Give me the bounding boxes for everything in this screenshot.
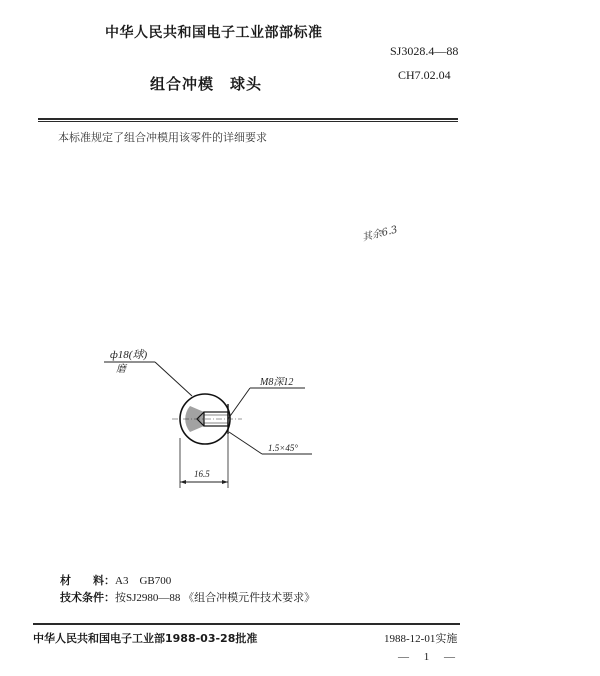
page-number: — 1 — [398,651,461,663]
scope-text: 本标准规定了组合冲模用该零件的详细要求 [58,131,267,144]
standard-number: SJ3028.4—88 [390,44,459,58]
part-subtitle: 球头 [230,75,263,93]
implementation-date: 1988-12-01实施 [384,633,458,645]
header-divider-bottom [38,121,458,122]
diameter-label: ф18(球) [110,349,148,361]
header-divider-top [38,118,458,120]
ball-head-drawing [100,340,360,500]
diameter-leader [155,362,192,396]
footer-divider [33,623,460,625]
part-title: 组合冲模 [150,75,215,93]
chamfer-label: 1.5×45° [268,443,298,453]
material-label: 材 料： [60,574,115,587]
dim-arrow-right [222,480,228,484]
chamfer-leader [229,432,262,454]
document-title [150,73,262,94]
approval-issuer: 中华人民共和国电子工业部1988-03-28批准 [33,632,258,645]
material-value: A3 GB700 [115,575,172,587]
surface-roughness-note: 其余6.3 [361,224,399,244]
standard-code: CH7.02.04 [398,68,451,82]
tech-requirement-value: 按SJ2980—88 《组合冲模元件技术要求》 [115,592,316,604]
diameter-note: 磨 [116,364,126,375]
tech-requirement-row [60,586,315,605]
dim-arrow-left [180,480,186,484]
length-label: 16.5 [194,469,210,479]
tech-requirement-label: 技术条件： [60,591,115,604]
thread-label: M8深12 [260,377,294,388]
ministry-standard-title: 中华人民共和国电子工业部部标准 [105,25,323,41]
thread-leader [228,388,250,419]
